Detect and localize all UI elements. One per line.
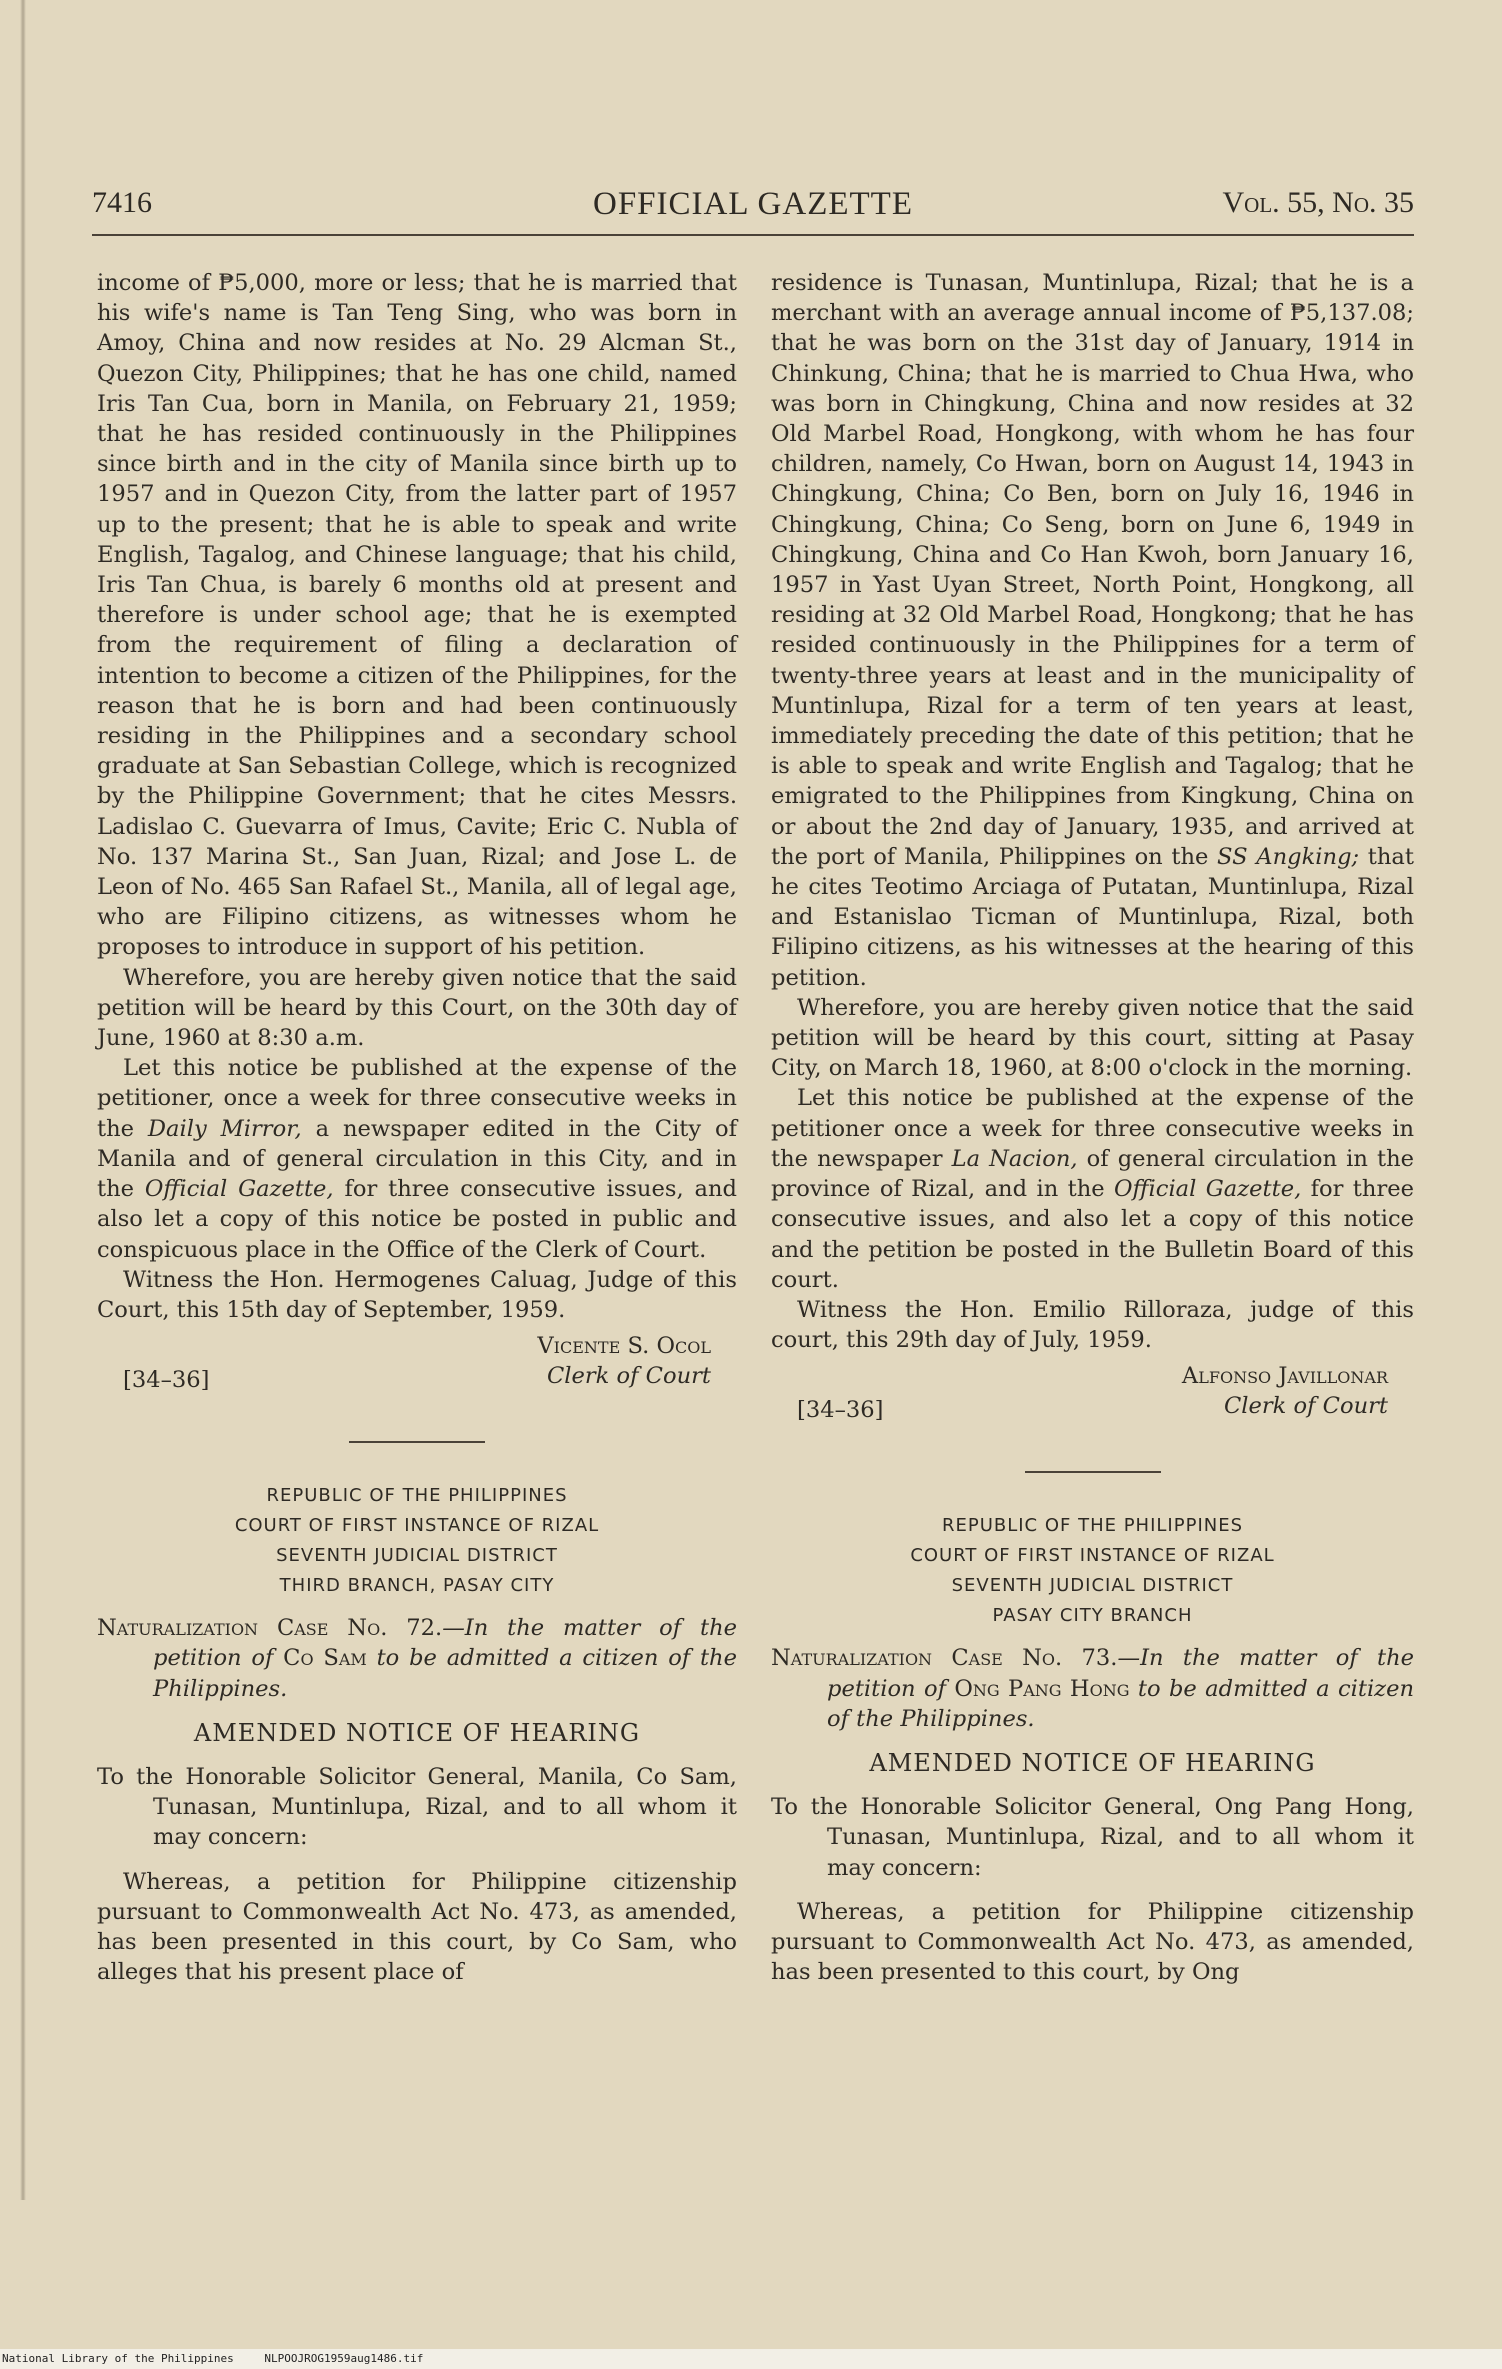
left-paragraph-1: income of ₱5,000, more or less; that he is married that his wife's name is Tan Teng Sing, who was born in Amoy, China and now resides at No. 29 Alcman St., Quezon City, Philippines; that he has one child, named Iris Tan Cua, born in Manila, on February 21, 1959; that he has resided continuously in the Philippines since birth and in the city of Manila since birth up to 1957 and in Quezon City, from the latter part of 1957 up to the present; that he is able to speak and write English, Tagalog, and Chinese language; that his child, Iris Tan Chua, is barely 6 months old at present and therefore is under school age; that he is exempted from the requirement of filing a declaration of intention to become a citizen of the Philippines, for the reason that he is born and had been continuously residing in the Philippines and a secondary school graduate at San Sebastian College, which is recognized by the Philippine Government; that he cites Messrs. Ladislao C. Guevarra of Imus, Cavite; Eric C. Nubla of No. 137 Marina St., San Juan, Rizal; and Jose L. de Leon of No. 465 San Rafael St., Manila, all of legal age, who are Filipino citizens, as witnesses whom he proposes to introduce in support of his petition. xyxy=(97,270,737,961)
right-paragraph-3 xyxy=(771,1083,1414,1294)
right-p3-text-e: for three consecutive issues, and also let a copy of this notice and the petition be posted in the Bulletin Board of this court. xyxy=(771,1176,1414,1293)
right-address: To the Honorable Solicitor General, Ong Pang Hong, Tunasan, Muntinlupa, Rizal, and to all whom it may concern: xyxy=(771,1794,1414,1881)
right-notice-title: AMENDED NOTICE OF HEARING xyxy=(869,1748,1316,1777)
left-case-text-b: to be admitted a citizen of the Philippines. xyxy=(153,1645,737,1702)
left-case-label: Naturalization Case No. 72. xyxy=(97,1615,443,1642)
page-header xyxy=(92,186,1414,226)
right-p1-end: that he cites Teotimo Arciaga of Putatan, Muntinlupa, Rizal and Estanislao Ticman of Muntinlupa, Rizal, both Filipino citizens, as his witnesses at the hearing of this petition. xyxy=(771,843,1414,991)
court-line: THIRD BRANCH, PASAY CITY xyxy=(279,1575,555,1597)
right-paragraph-1 xyxy=(771,268,1414,993)
right-paragraph-2: Wherefore, you are hereby given notice that the said petition will be heard by this court, sitting at Pasay City, on March 18, 1960, at 8:00 o'clock in the morning. xyxy=(771,994,1414,1082)
right-signer-name: Alfonso Javillonar xyxy=(1181,1363,1388,1390)
scan-filename: NLPOOJROG1959aug1486.tif xyxy=(264,2352,424,2365)
binding-edge xyxy=(20,0,26,2200)
right-p3-text-a: Let this notice be published at the expense of the petitioner once a week for three consecutive weeks in the newspaper xyxy=(771,1085,1414,1172)
page-number: 7416 xyxy=(92,186,152,219)
left-signer-title: Clerk of Court xyxy=(546,1363,711,1390)
right-case-label: Naturalization Case No. 73. xyxy=(771,1645,1118,1672)
right-case-text-b: to be admitted a citizen of the Philippines. xyxy=(827,1675,1414,1732)
left-section-divider xyxy=(349,1441,485,1443)
left-paragraph-5: Whereas, a petition for Philippine citizenship pursuant to Commonwealth Act No. 473, as amended, has been presented in this court, by Co Sam, who alleges that his present place of xyxy=(97,1868,737,1986)
left-p3-text-a: Let this notice be published at the expense of the petitioner, once a week for three consecutive weeks in the xyxy=(97,1055,737,1142)
left-issue-reference: [34–36] xyxy=(123,1367,210,1394)
right-signature-block xyxy=(771,1361,1414,1445)
left-p3-newspaper: Daily Mirror, xyxy=(147,1115,302,1142)
left-case-caption xyxy=(97,1613,737,1704)
right-ship-name: SS Angking; xyxy=(1217,843,1360,870)
left-court-heading xyxy=(97,1481,737,1601)
left-paragraph-4: Witness the Hon. Hermogenes Caluag, Judge of this Court, this 15th day of September, 1959. xyxy=(97,1266,737,1323)
right-court-heading xyxy=(771,1511,1414,1631)
right-signer-title: Clerk of Court xyxy=(1223,1393,1388,1420)
left-column xyxy=(97,268,737,1987)
court-line: REPUBLIC OF THE PHILIPPINES xyxy=(266,1485,568,1507)
header-rule xyxy=(92,234,1414,236)
left-p3-text-c: a newspaper edited in the City of Manila and of general circulation in this City, and in the xyxy=(97,1115,738,1203)
right-section-divider xyxy=(1025,1471,1161,1473)
left-signature-block xyxy=(97,1331,737,1415)
volume-number: Vol. 55, No. 35 xyxy=(1222,186,1414,219)
right-paragraph-5: Whereas, a petition for Philippine citizenship pursuant to Commonwealth Act No. 473, as amended, has been presented to this court, by Ong xyxy=(771,1898,1414,1986)
right-case-text-a: —In the matter of the petition of xyxy=(827,1645,1414,1702)
court-line: PASAY CITY BRANCH xyxy=(992,1605,1193,1627)
library-credit: National Library of the Philippines xyxy=(2,2352,234,2365)
left-paragraph-3 xyxy=(97,1053,737,1264)
left-notice-title: AMENDED NOTICE OF HEARING xyxy=(193,1718,641,1747)
left-p3-gazette: Official Gazette, xyxy=(144,1176,334,1203)
right-p3-text-c: of general circulation in the province of Rizal, and in the xyxy=(771,1145,1414,1203)
court-line: COURT OF FIRST INSTANCE OF RIZAL xyxy=(910,1545,1275,1567)
court-line: SEVENTH JUDICIAL DISTRICT xyxy=(276,1545,558,1567)
court-line: SEVENTH JUDICIAL DISTRICT xyxy=(951,1575,1234,1597)
right-case-caption xyxy=(771,1643,1414,1734)
left-address: To the Honorable Solicitor General, Manila, Co Sam, Tunasan, Muntinlupa, Rizal, and to all whom it may concern: xyxy=(97,1763,737,1851)
court-line: REPUBLIC OF THE PHILIPPINES xyxy=(941,1515,1244,1537)
right-column xyxy=(771,268,1414,1987)
right-p3-gazette: Official Gazette, xyxy=(1114,1176,1302,1203)
left-petitioner-name: Co Sam xyxy=(283,1645,367,1672)
left-case-text-a: —In the matter of the petition of xyxy=(153,1615,737,1672)
right-petitioner-name: Ong Pang Hong xyxy=(954,1675,1130,1702)
right-p1-text: residence is Tunasan, Muntinlupa, Rizal; that he is a merchant with an average annual income of ₱5,137.08; that he was born on the 31st day of January, 1914 in Chinkung, China; that he is married to Chua Hwa, who was born in Chingkung, China and now resides at 32 Old Marbel Road, Hongkong, with whom he has four children, namely, Co Hwan, born on August 14, 1943 in Chingkung, China; Co Ben, born on July 16, 1946 in Chingkung, China; Co Seng, born on June 6, 1949 in Chingkung, China and Co Han Kwoh, born January 16, 1957 in Yast Uyan Street, North Point, Hongkong, all residing at 32 Old Marbel Road, Hongkong; that he has resided continuously in the Philippines for a term of twenty-three years at least and in the municipality of Muntinlupa, Rizal for a term of ten years at least, immediately preceding the date of this petition; that he is able to speak and write English and Tagalog; that he emigrated to the Philippines from Kingkung, China on or about the 2nd day of January, 1935, and arrived at the port of Manila, Philippines on the xyxy=(771,270,1414,870)
court-line: COURT OF FIRST INSTANCE OF RIZAL xyxy=(234,1515,600,1537)
left-paragraph-2: Wherefore, you are hereby given notice that the said petition will be heard by this Court, on the 30th day of June, 1960 at 8:30 a.m. xyxy=(97,964,737,1052)
publication-title: OFFICIAL GAZETTE xyxy=(593,186,913,222)
scan-footer xyxy=(0,2349,1502,2369)
left-p3-text-e: for three consecutive issues, and also let a copy of this notice be posted in public and conspicuous place in the Office of the Clerk of Court. xyxy=(97,1176,737,1263)
right-issue-reference: [34–36] xyxy=(797,1397,884,1424)
right-p3-newspaper: La Nacion, xyxy=(951,1145,1078,1172)
left-signer-name: Vicente S. Ocol xyxy=(537,1333,711,1360)
right-paragraph-4: Witness the Hon. Emilio Rilloraza, judge of this court, this 29th day of July, 1959. xyxy=(771,1296,1414,1354)
